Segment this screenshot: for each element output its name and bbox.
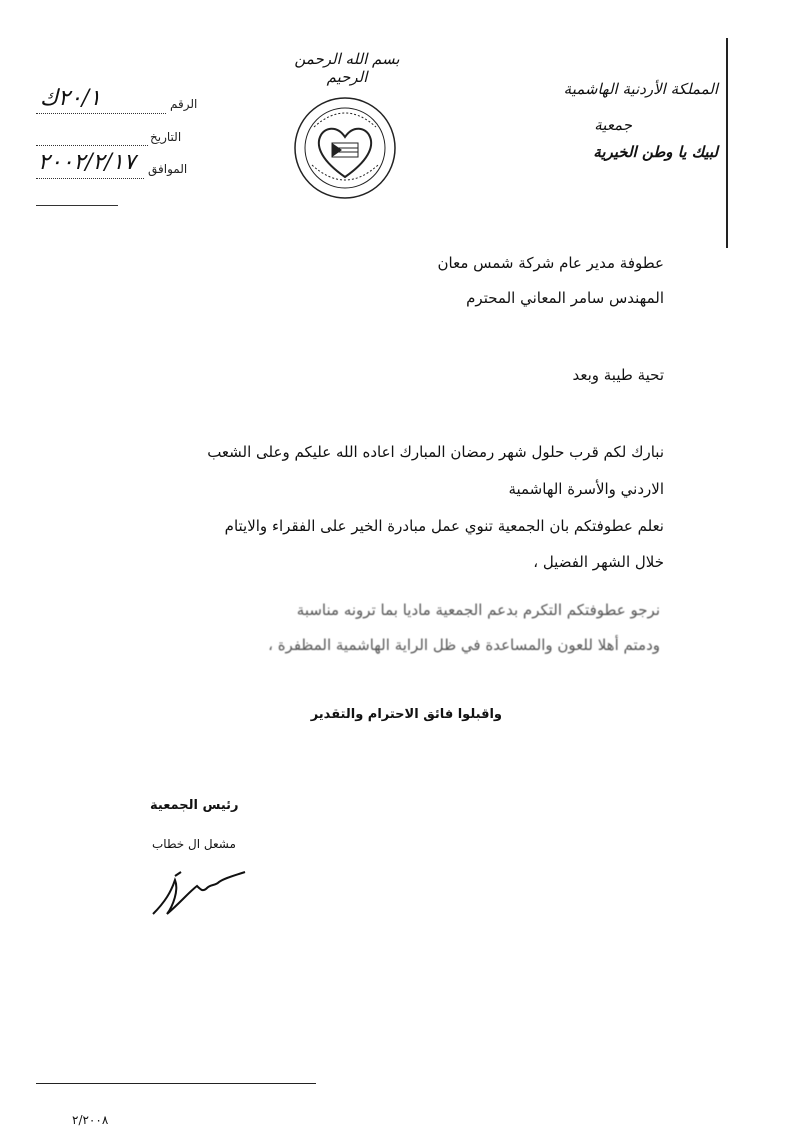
society-emblem-logo (292, 95, 398, 201)
letterhead-border-line (726, 38, 728, 248)
footer-document-code: ٢/٢٠٠٨ (72, 1113, 109, 1127)
signatory-title: رئيس الجمعية (150, 798, 239, 813)
paragraph-1-line-2: الاردني والأسرة الهاشمية (508, 480, 664, 498)
ref-corresponding-value: ٢٠٠٢/٢/١٧ (38, 150, 136, 175)
letterhead-society-name: لبيك يا وطن الخيرية (593, 143, 718, 161)
paragraph-3-line-2: ودمتم أهلا للعون والمساعدة في ظل الراية الهاشمية المظفرة ، (268, 636, 660, 654)
greeting: تحية طيبة وبعد (572, 366, 664, 384)
letterhead-society-word: جمعية (594, 116, 632, 134)
ref-date-dots (36, 145, 148, 146)
paragraph-2-line-2: خلال الشهر الفضيل ، (533, 553, 664, 571)
closing-line: واقبلوا فائق الاحترام والتقدير (310, 707, 502, 722)
ref-divider (36, 205, 118, 206)
signatory-name: مشعل ال خطاب (152, 837, 236, 851)
basmala-calligraphy: بسم الله الرحمن الرحيم (294, 50, 400, 86)
ref-corresponding-label: الموافق (148, 162, 188, 176)
addressee-line-2: المهندس سامر المعاني المحترم (466, 289, 664, 307)
ref-number-value: ٢٠/١ك (40, 86, 102, 111)
handwritten-signature (145, 862, 255, 922)
letterhead-kingdom: المملكة الأردنية الهاشمية (563, 80, 718, 98)
ref-number-dots (36, 113, 166, 114)
paragraph-3-line-1: نرجو عطوفتكم التكرم بدعم الجمعية ماديا بما ترونه مناسبة (296, 601, 660, 619)
addressee-line-1: عطوفة مدير عام شركة شمس معان (437, 254, 664, 272)
footer-rule (36, 1083, 316, 1084)
ref-corresponding-dots (36, 178, 144, 179)
paragraph-1-line-1: نبارك لكم قرب حلول شهر رمضان المبارك اعاده الله عليكم وعلى الشعب (207, 443, 664, 461)
ref-number-label: الرقم (170, 97, 198, 111)
paragraph-2-line-1: نعلم عطوفتكم بان الجمعية تنوي عمل مبادرة الخير على الفقراء والايتام (224, 517, 664, 535)
ref-date-label: التاريخ (150, 130, 182, 144)
